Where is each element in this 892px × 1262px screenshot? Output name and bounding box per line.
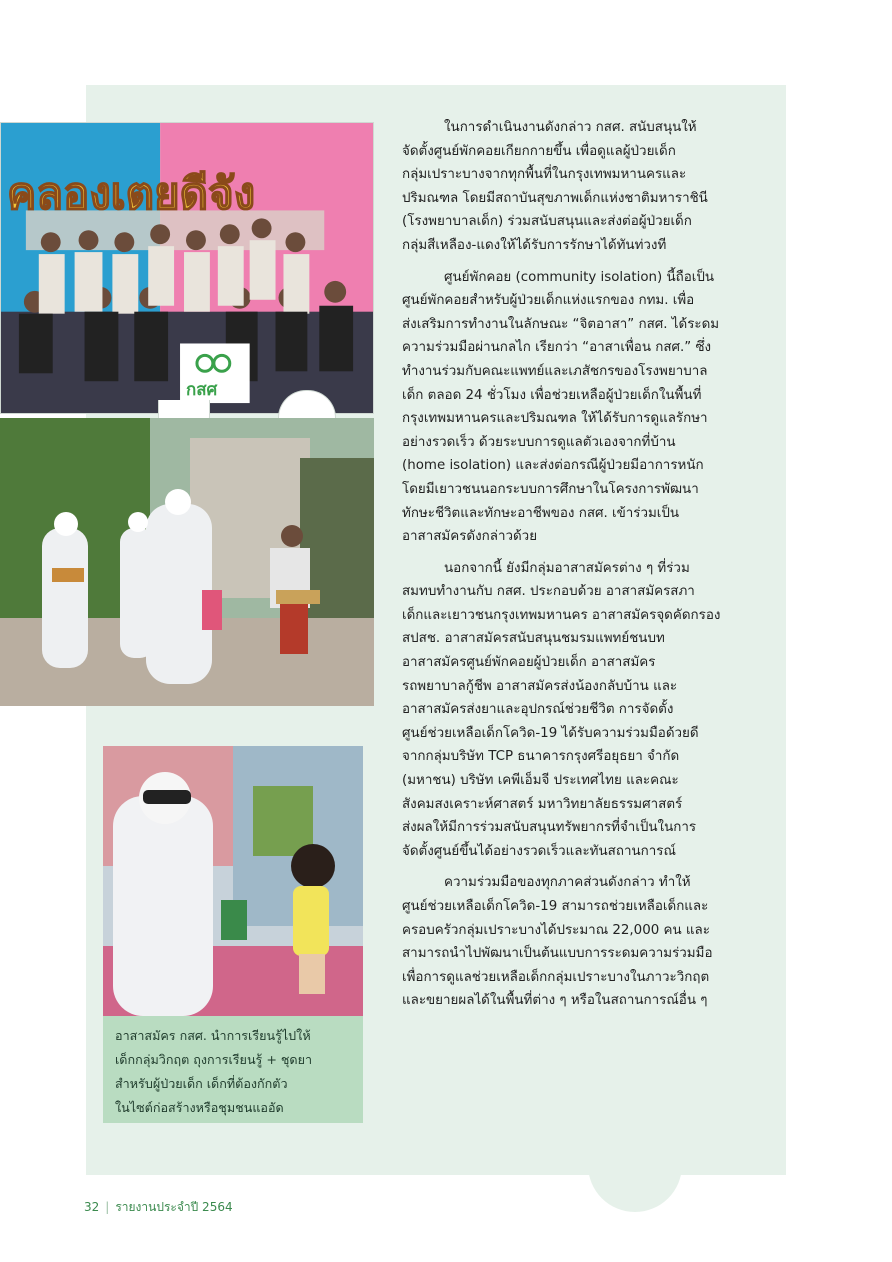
text-line: (home isolation) และส่งต่อกรณีผู้ป่วยมีอาการหนัก [402,458,704,474]
text-line: ศูนย์ช่วยเหลือเด็กโควิด-19 สามารถช่วยเหลือเด็กและ [402,899,709,914]
text-line: โดยมีเยาวชนนอกระบบการศึกษาในโครงการพัฒนา [402,481,699,497]
wall-sign-text: คลองเตยดีจัง [6,168,256,220]
text-line: สามารถนำไปพัฒนาเป็นต้นแบบการระดมความร่วมมือ [402,946,713,962]
caption-line: เด็กกลุ่มวิกฤต ถุงการเรียนรู้ + ชุดยา [115,1052,313,1067]
text-line: เพื่อการดูแลช่วยเหลือเด็กกลุ่มเปราะบางในภาวะวิกฤต [402,969,710,985]
photo-ppe-volunteers-street [0,418,374,706]
text-line: และขยายผลได้ในพื้นที่ต่าง ๆ หรือในสถานการณ์อื่น ๆ [402,993,708,1009]
text-line: อาสาสมัครดังกล่าวด้วย [402,529,538,545]
text-line: จัดตั้งศูนย์พักคอยเกียกกายขึ้น เพื่อดูแลผู้ป่วยเด็ก [402,143,676,159]
text-line: จากกลุ่มบริษัท TCP ธนาคารกรุงศรีอยุธยา จำกัด [402,749,680,765]
text-line: สปสช. อาสาสมัครสนับสนุนชมรมแพทย์ชนบท [402,631,665,647]
page-number: 32 [84,1200,100,1214]
paragraph-1 [402,116,762,258]
text-line: เด็ก ตลอด 24 ชั่วโมง เพื่อช่วยเหลือผู้ป่วยเด็กในพื้นที่ [402,387,702,403]
text-line: รถพยาบาลกู้ชีพ อาสาสมัครส่งน้องกลับบ้าน และ [402,678,678,694]
footer-separator: | [105,1200,110,1214]
text-line: กลุ่มเปราะบางจากทุกพื้นที่ในกรุงเทพมหานครและ [402,167,687,183]
text-line: ส่งเสริมการทำงานในลักษณะ “จิตอาสา” กสศ. ได้ระดม [402,316,720,332]
photo-caption [103,1016,363,1123]
paragraph-2 [402,266,762,549]
paragraph-3 [402,557,762,864]
text-line: ทักษะชีวิตและทักษะอาชีพของ กสศ. เข้าร่วมเป็น [402,505,680,521]
paragraph-4 [402,871,762,1013]
page-footer [84,1198,233,1217]
caption-line: ในไซต์ก่อสร้างหรือชุมชนแออัด [115,1100,284,1115]
text-line: สมทบทำงานกับ กสศ. ประกอบด้วย อาสาสมัครสภา [402,584,695,600]
text-line: นอกจากนี้ ยังมีกลุ่มอาสาสมัครต่าง ๆ ที่ร่วม [444,560,690,576]
text-line: อย่างรวดเร็ว ด้วยระบบการดูแลตัวเองจากที่บ้าน [402,434,676,450]
banner-logo-text: กสศ [186,379,218,400]
text-line: ศูนย์พักคอย (community isolation) นี้ถือเป็น [444,269,715,285]
text-line: สังคมสงเคราะห์ศาสตร์ มหาวิทยาลัยธรรมศาสตร์ [402,796,683,812]
text-line: อาสาสมัครส่งยาและอุปกรณ์ช่วยชีวิต การจัดตั้ง [402,702,674,718]
text-line: ความร่วมมือของทุกภาคส่วนดังกล่าว ทำให้ [444,875,691,891]
photo-volunteer-with-child [103,746,363,1016]
article-body [402,116,762,1021]
text-line: ศูนย์ช่วยเหลือเด็กโควิด-19 ได้รับความร่วมมือด้วยดี [402,725,699,741]
text-line: ศูนย์พักคอยสำหรับผู้ป่วยเด็กแห่งแรกของ กทม. เพื่อ [402,293,695,309]
text-line: เด็กและเยาวชนกรุงเทพมหานคร อาสาสมัครจุดคัดกรอง [402,607,721,623]
text-line: ในการดำเนินงานดังกล่าว กสศ. สนับสนุนให้ [444,120,697,135]
text-line: จัดตั้งศูนย์ขึ้นได้อย่างรวดเร็วและทันสถานการณ์ [402,843,676,859]
text-line: กรุงเทพมหานครและปริมณฑล ให้ได้รับการดูแลรักษา [402,411,708,427]
text-line: (มหาชน) บริษัท เคพีเอ็มจี ประเทศไทย และคณะ [402,773,679,789]
text-line: ทำงานร่วมกับคณะแพทย์และเภสัชกรของโรงพยาบาล [402,363,708,379]
text-line: ปริมณฑล โดยมีสถาบันสุขภาพเด็กแห่งชาติมหาราชินี [402,190,708,206]
decorative-circle [588,1118,682,1212]
photo-volunteer-group [0,122,374,414]
text-line: ครอบครัวกลุ่มเปราะบางได้ประมาณ 22,000 คน และ [402,922,710,938]
text-line: (โรงพยาบาลเด็ก) ร่วมสนับสนุนและส่งต่อผู้ป่วยเด็ก [402,214,692,230]
text-line: ความร่วมมือผ่านกลไก เรียกว่า “อาสาเพื่อน กสศ.” ซึ่ง [402,340,712,356]
text-line: กลุ่มสีเหลือง-แดงให้ได้รับการรักษาได้ทันท่วงที [402,237,667,253]
text-line: ส่งผลให้มีการร่วมสนับสนุนทรัพยากรที่จำเป็นในการ [402,820,697,836]
caption-line: สำหรับผู้ป่วยเด็ก เด็กที่ต้องกักตัว [115,1076,288,1091]
text-line: อาสาสมัครศูนย์พักคอยผู้ป่วยเด็ก อาสาสมัคร [402,655,656,671]
caption-line: อาสาสมัคร กสศ. นำการเรียนรู้ไปให้ [115,1028,311,1043]
report-title: รายงานประจำปี 2564 [115,1200,233,1214]
